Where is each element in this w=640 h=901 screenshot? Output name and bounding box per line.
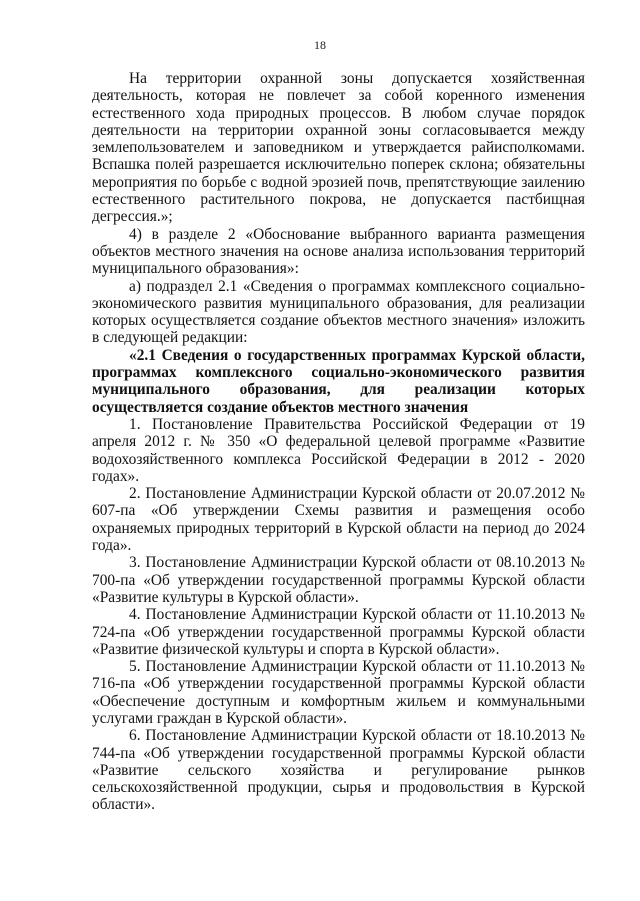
list-item: 5. Постановление Администрации Курской области от 11.10.2013 № 716-па «Об утверждении государственной программы Курской области «Обеспечение доступным и комфортным жильем и коммунальными услугами граждан в Курской области». xyxy=(92,658,585,727)
paragraph-subsection-2-1: а) подраздел 2.1 «Сведения о программах комплексного социально-экономического развития муниципального образования, для реализации которых осуществляется создание объектов местного значения» изложить в следующей редакции: xyxy=(92,277,585,347)
page-number: 18 xyxy=(314,38,326,52)
list-item: 4. Постановление Администрации Курской области от 11.10.2013 № 724-па «Об утверждении государственной программы Курской области «Развитие физической культуры и спорта в Курской области». xyxy=(92,606,585,658)
paragraph-protection-zone: На территории охранной зоны допускается хозяйственная деятельность, которая не повлечет за собой коренного изменения естественного хода природных процессов. В любом случае порядок деятельности на территории охранной зоны согласовывается между землепользователем и заповедником и утверждается райисполкомами. Вспашка полей разрешается исключительно поперек склона; обязательны мероприятия по борьбе с водной эрозией почв, препятствующие заилению естественного растительного покрова, не допускается пастбищная дегрессия.»; xyxy=(92,70,585,226)
list-item: 2. Постановление Администрации Курской области от 20.07.2012 № 607-па «Об утверждении Схемы развития и размещения особо охраняемых природных территорий в Курской области на период до 2024 года». xyxy=(92,485,585,555)
list-item: 3. Постановление Администрации Курской области от 08.10.2013 № 700-па «Об утверждении государственной программы Курской области «Развитие культуры в Курской области». xyxy=(92,554,585,606)
list-item: 1. Постановление Правительства Российской Федерации от 19 апреля 2012 г. № 350 «О федеральной целевой программе «Развитие водохозяйственного комплекса Российской Федерации в 2012 - 2020 годах». xyxy=(92,415,585,485)
paragraph-section-2: 4) в разделе 2 «Обоснование выбранного варианта размещения объектов местного значения на основе анализа использования территорий муниципального образования»: xyxy=(92,225,585,278)
subsection-heading: «2.1 Сведения о государственных программах Курской области, программах комплексного социально-экономического развития муниципального образования, для реализации которых осуществляется создание объектов местного значения xyxy=(92,346,585,416)
document-body xyxy=(92,70,585,814)
list-item: 6. Постановление Администрации Курской области от 18.10.2013 № 744-па «Об утверждении государственной программы Курской области «Развитие сельского хозяйства и регулирование рынков сельскохозяйственной продукции, сырья и продовольствия в Курской области». xyxy=(92,727,585,814)
